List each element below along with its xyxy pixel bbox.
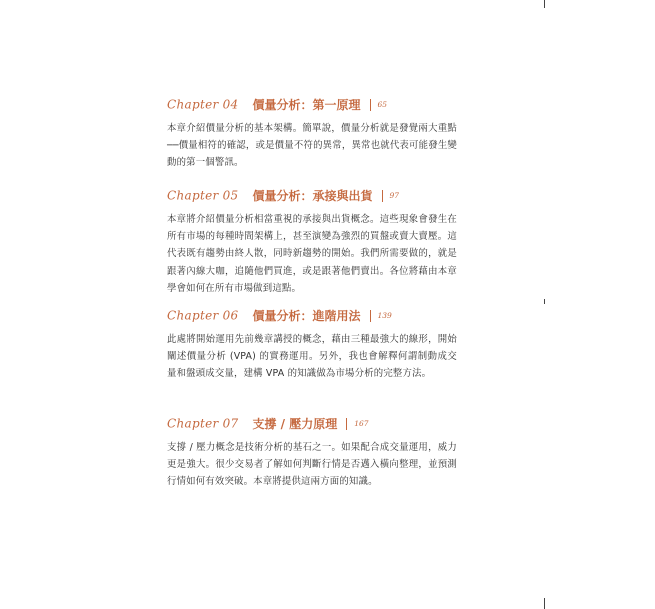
chapter-summary: 支撐 / 壓力概念是技術分析的基石之一。如果配合成交量運用，威力更是強大。很少交易者了解如何判斷行情是否邁入橫向整理，並預測行情如何有效突破。本章將提供這兩方面的知識。 bbox=[167, 442, 457, 488]
chapter-summary: 此處將開始運用先前幾章講授的概念，藉由三種最強大的線形，開始闡述價量分析 (VPA) 的實務運用。另外，我也會解釋何謂制動成交量和盤頭成交量，建構 VPA 的知識做為市場分析的完整方法。 bbox=[167, 334, 457, 380]
chapter-number: Chapter 04 bbox=[167, 97, 239, 112]
divider-bar bbox=[346, 418, 347, 430]
chapter-title: 支撐 / 壓力原理 bbox=[252, 417, 338, 431]
divider-bar bbox=[382, 190, 383, 202]
chapter-title: 價量分析：第一原理 bbox=[252, 98, 361, 112]
chapter-section-06 bbox=[167, 305, 457, 383]
chapter-section-05 bbox=[167, 185, 457, 297]
crop-mark-top bbox=[544, 0, 545, 8]
chapter-number: Chapter 05 bbox=[167, 188, 239, 203]
chapter-page-number: 65 bbox=[377, 100, 388, 109]
chapter-heading bbox=[167, 185, 457, 203]
chapter-heading bbox=[167, 94, 457, 112]
chapter-title: 價量分析：進階用法 bbox=[252, 309, 361, 323]
chapter-number: Chapter 06 bbox=[167, 308, 239, 323]
chapter-section-04 bbox=[167, 94, 457, 172]
divider-bar bbox=[370, 99, 371, 111]
chapter-page-number: 167 bbox=[354, 419, 369, 428]
divider-bar bbox=[370, 310, 371, 322]
crop-mark-bottom bbox=[544, 598, 545, 609]
chapter-number: Chapter 07 bbox=[167, 416, 239, 431]
chapter-page-number: 139 bbox=[377, 311, 392, 320]
crop-mark-middle bbox=[544, 299, 545, 304]
chapter-title: 價量分析：承接與出貨 bbox=[252, 189, 373, 203]
chapter-summary: 本章介紹價量分析的基本架構。簡單說，價量分析就是發覺兩大重點──價量相符的確認，或是價量不符的異常，異常也就代表可能發生變動的第一個警訊。 bbox=[167, 123, 457, 169]
chapter-heading bbox=[167, 413, 457, 431]
chapter-summary: 本章將介紹價量分析相當重視的承接與出貨概念。這些現象會發生在所有市場的每種時間架構上，甚至演變為強烈的買盤或賣大賣壓。這代表既有趨勢由終人散，同時新趨勢的開始。我們所需要做的，就是跟著內線大咖，追隨他們買進，或是跟著他們賣出。各位將藉由本章學會如何在所有市場做到這點。 bbox=[167, 214, 457, 294]
chapter-heading bbox=[167, 305, 457, 323]
chapter-section-07 bbox=[167, 413, 457, 491]
chapter-page-number: 97 bbox=[389, 191, 400, 200]
